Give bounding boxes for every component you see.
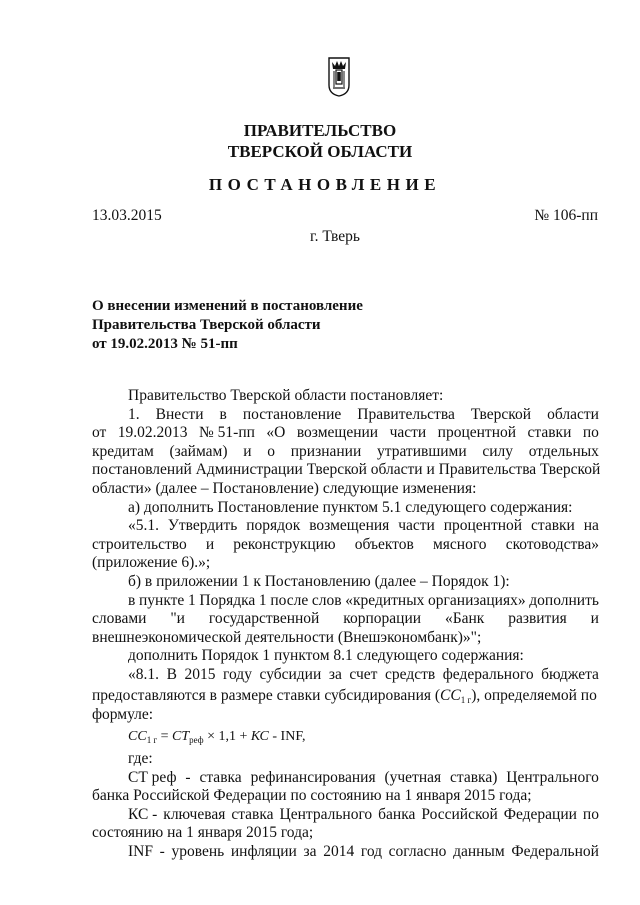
word: ключевая <box>163 805 226 823</box>
justified-line <box>92 443 599 462</box>
justified-line <box>92 536 599 555</box>
word: о <box>267 442 276 460</box>
word: дополнить <box>529 591 599 609</box>
word: на <box>583 517 599 535</box>
word: и <box>205 535 215 553</box>
word: средств <box>385 665 436 683</box>
word: Российской <box>421 805 498 823</box>
word: после <box>270 591 309 609</box>
word: части <box>398 517 435 535</box>
word: рефинансирования <box>250 768 376 786</box>
word: № 51-пп <box>199 424 255 442</box>
word: Правительства <box>357 405 455 423</box>
subsidy-rate-formula: $СС_{1 г} = СТ_{реф} \times 1,1$ + КС - INF, <box>128 729 306 746</box>
word: КС - <box>128 805 158 823</box>
word: 2015 <box>184 665 216 683</box>
word: Федеральной <box>511 843 599 861</box>
word: постановление <box>242 405 342 423</box>
subject-line: Правительства Тверской области <box>92 317 321 333</box>
word: от <box>92 424 107 442</box>
justified-line <box>92 769 599 788</box>
word: Федерации <box>503 805 577 823</box>
text-line: а) дополнить Постановление пунктом 5.1 следующего содержания: <box>128 498 573 516</box>
word: Тверской <box>470 405 532 423</box>
justified-line <box>92 406 599 425</box>
intro-paragraph: Правительство Тверской области постановляет: <box>128 387 444 404</box>
word: и <box>243 442 252 460</box>
text-line: постановлений Администрации Тверской области и Правительства Тверской <box>92 461 601 479</box>
word: части <box>389 424 427 442</box>
word: Центрального <box>279 805 373 823</box>
text-line: предоставляются в размере ставки субсидирования $(СС_{1 г})$, определяемой по <box>92 686 597 705</box>
word: согласно <box>388 843 447 861</box>
word: субсидии <box>259 665 322 683</box>
word: строительство <box>92 535 187 553</box>
word: «8.1. <box>128 665 159 683</box>
word: развития <box>508 610 567 628</box>
word: (займам) <box>169 442 228 460</box>
word: ставка) <box>450 768 498 786</box>
word: 19.02.2013 <box>117 424 188 442</box>
word: за <box>328 665 342 683</box>
word: в <box>219 405 227 423</box>
word: Утвердить <box>167 517 238 535</box>
word: словами <box>92 610 147 628</box>
text-line: где: <box>128 750 153 768</box>
word: 1 <box>187 591 196 609</box>
word: "и <box>170 610 185 628</box>
word: ставка <box>231 805 274 823</box>
justified-line <box>92 517 599 536</box>
word: ставки <box>527 424 572 442</box>
text-line: дополнить Порядок 1 пунктом 8.1 следующего содержания: <box>128 647 524 665</box>
word: (учетная <box>384 768 442 786</box>
word: счет <box>349 665 378 683</box>
word: бюджета <box>541 665 599 683</box>
document-type: ПОСТАНОВЛЕНИЕ <box>208 175 442 194</box>
word: процентной <box>443 517 523 535</box>
word: процентной <box>437 424 517 442</box>
word: федерального <box>442 665 534 683</box>
word: Порядка <box>199 591 256 609</box>
word: государственной <box>208 610 320 628</box>
word: и <box>590 610 599 628</box>
text-line: области» (далее – Постановление) следующие изменения: <box>92 479 477 497</box>
word: силу <box>482 442 514 460</box>
word: год <box>360 843 383 861</box>
word: - <box>159 843 165 861</box>
word: по <box>582 805 599 823</box>
word: данным <box>453 843 505 861</box>
justified-line <box>92 666 599 685</box>
word: мясного <box>432 535 487 553</box>
text-line: внешнеэкономической деятельности (Внешэкономбанк)»"; <box>92 628 482 646</box>
word: 1. <box>128 405 140 423</box>
text-line: б) в приложении 1 к Постановлению (далее – Порядок 1): <box>128 572 510 590</box>
word: банка <box>378 805 416 823</box>
word: пункте <box>138 591 185 609</box>
word: ставка <box>199 768 242 786</box>
word: объектов <box>354 535 414 553</box>
word: области <box>547 405 599 423</box>
word: отдельных <box>528 442 599 460</box>
word: инфляции <box>230 843 297 861</box>
org-name-line1: ПРАВИТЕЛЬСТВО <box>243 121 397 140</box>
word: «5.1. <box>128 517 159 535</box>
subject-line: от 19.02.2013 № 51-пп <box>92 336 238 352</box>
word: корпорации <box>343 610 422 628</box>
word: В <box>166 665 177 683</box>
document-date: 13.03.2015 <box>92 207 162 224</box>
word: году <box>223 665 252 683</box>
text-line: (приложение 6).»; <box>92 554 211 572</box>
word: порядок <box>246 517 301 535</box>
word: - <box>185 768 191 786</box>
word: слов <box>311 591 342 609</box>
word: Внести <box>155 405 204 423</box>
word: по <box>582 424 599 442</box>
word: возмещения <box>309 517 390 535</box>
org-name-line2: ТВЕРСКОЙ ОБЛАСТИ <box>227 142 413 161</box>
word: возмещении <box>296 424 379 442</box>
word: ставки <box>530 517 575 535</box>
justified-line <box>92 843 599 862</box>
justified-line <box>92 592 599 611</box>
subject-line: О внесении изменений в постановление <box>92 298 363 314</box>
document-city: г. Тверь <box>310 228 360 245</box>
text-line: банка Российской Федерации по состоянию на 1 января 2015 года; <box>92 787 532 805</box>
word: «О <box>266 424 286 442</box>
tver-region-coat-of-arms-icon <box>328 57 350 97</box>
word: за <box>303 843 317 861</box>
word: организациях» <box>428 591 526 609</box>
text-line: состоянию на 1 января 2015 года; <box>92 824 314 842</box>
word: «кредитных <box>345 591 425 609</box>
document-number: № 106-пп <box>534 207 598 224</box>
word: утратившими <box>376 442 467 460</box>
word: Центрального <box>506 768 599 786</box>
justified-line <box>92 424 599 443</box>
word: скотоводства» <box>505 535 599 553</box>
word: уровень <box>171 843 225 861</box>
justified-line <box>92 610 599 629</box>
text-line: формуле: <box>92 705 154 723</box>
document-body <box>92 387 599 862</box>
word: кредитам <box>92 442 154 460</box>
word: признании <box>290 442 362 460</box>
word: реконструкцию <box>233 535 336 553</box>
word: «Банк <box>444 610 485 628</box>
word: 1 <box>258 591 267 609</box>
word: СТ реф <box>128 768 177 786</box>
document-subject <box>92 297 363 354</box>
justified-line <box>92 806 599 825</box>
word: INF <box>128 843 153 861</box>
word: в <box>128 591 136 609</box>
word: 2014 <box>323 843 355 861</box>
